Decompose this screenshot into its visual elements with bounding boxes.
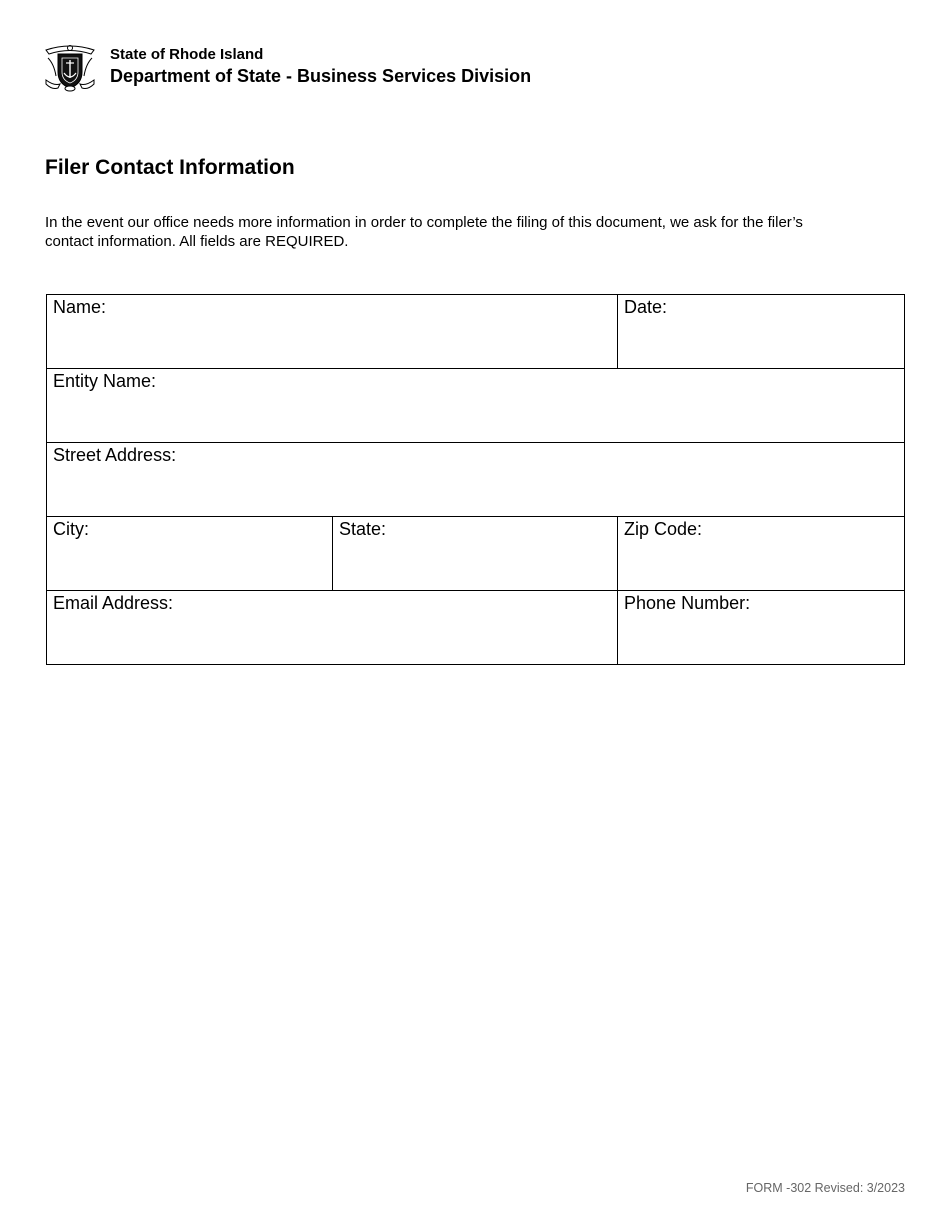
form-revision-ref: FORM -302 Revised: 3/2023 (745, 1181, 905, 1195)
zip-code-field[interactable] (624, 546, 898, 568)
name-label: Name: (53, 297, 107, 317)
email-address-label: Email Address: (53, 593, 174, 613)
entity-name-cell[interactable] (47, 369, 905, 443)
rhode-island-seal-icon (44, 42, 96, 92)
email-address-field[interactable] (53, 620, 611, 642)
street-address-cell[interactable] (47, 443, 905, 517)
page-title: Filer Contact Information (45, 156, 295, 179)
state-name: State of Rhode Island (110, 46, 264, 64)
date-label: Date: (624, 297, 668, 317)
street-address-field[interactable] (53, 472, 898, 494)
page-header (44, 42, 531, 92)
state-label: State: (339, 519, 387, 539)
city-label: City: (53, 519, 89, 539)
phone-number-field[interactable] (624, 620, 898, 642)
department-name: Department of State - Business Services Division (110, 66, 532, 87)
street-address-label: Street Address: (53, 445, 177, 465)
zip-code-cell[interactable] (618, 517, 905, 591)
city-cell[interactable] (47, 517, 333, 591)
zip-code-label: Zip Code: (624, 519, 703, 539)
entity-name-label: Entity Name: (53, 371, 157, 391)
intro-text: In the event our office needs more information in order to complete the filing of this document, we ask for the filer’s contact information. All fields are REQUIRED. (45, 214, 803, 250)
name-cell[interactable] (47, 295, 618, 369)
date-cell[interactable] (618, 295, 905, 369)
name-field[interactable] (53, 324, 611, 346)
city-field[interactable] (53, 546, 326, 568)
entity-name-field[interactable] (53, 398, 898, 420)
contact-form-table (46, 294, 905, 665)
state-field[interactable] (339, 546, 611, 568)
email-address-cell[interactable] (47, 591, 618, 665)
phone-number-label: Phone Number: (624, 593, 751, 613)
phone-number-cell[interactable] (618, 591, 905, 665)
state-cell[interactable] (333, 517, 618, 591)
date-field[interactable] (624, 324, 898, 346)
